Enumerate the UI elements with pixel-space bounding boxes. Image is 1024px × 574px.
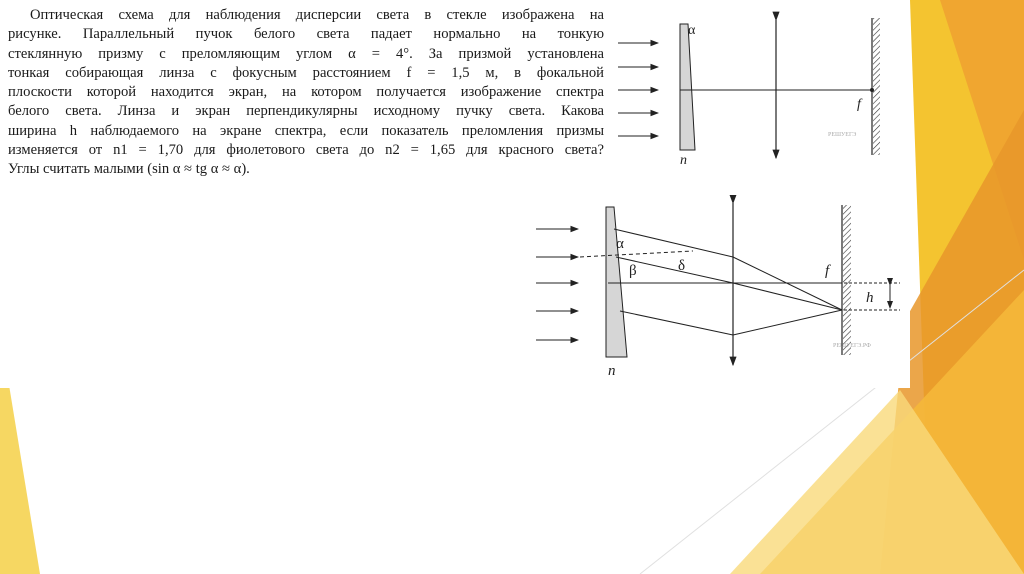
focal-point (870, 88, 874, 92)
label-f: f (825, 263, 830, 279)
label-n: n (680, 153, 687, 168)
normal-dashed (580, 251, 693, 257)
label-beta: β (629, 263, 637, 279)
watermark: РЕШУЕГЭ (828, 132, 857, 138)
problem-line: ширина h наблюдаемого на экране спектра, если показатель преломления призмы (8, 122, 604, 139)
screen (842, 205, 851, 355)
label-alpha: α (616, 236, 624, 252)
label-n: n (608, 363, 616, 379)
incident-rays (618, 43, 658, 136)
refracted-ray (614, 229, 733, 257)
problem-line: стеклянную призму с преломляющим углом α = 4°. За призмой установлена (8, 45, 604, 62)
refracted-ray (620, 311, 733, 335)
refracted-rays (614, 229, 842, 335)
problem-line: Оптическая схема для наблюдения дисперсии света в стекле изображена на (30, 7, 604, 23)
refracted-ray (733, 310, 842, 335)
incident-rays (536, 229, 578, 340)
screen (872, 18, 880, 155)
problem-line: плоскости которой находится экран, на котором получается изображение спектра (8, 84, 604, 101)
watermark: РЕШУЕГЭ.РФ (833, 343, 871, 349)
problem-line: белого света. Линза и экран перпендикулярны исходному пучку света. Какова (8, 103, 604, 120)
label-delta: δ (678, 258, 686, 274)
label-alpha: α (688, 23, 696, 38)
problem-line: тонкая собирающая линза с фокусным расстоянием f = 1,5 м, в фокальной (8, 64, 604, 81)
problem-text (8, 6, 604, 180)
optical-scheme-figure (610, 10, 910, 170)
prism (680, 24, 695, 150)
ray-diagram-figure (528, 195, 908, 385)
label-f: f (857, 97, 861, 112)
refracted-ray (733, 283, 842, 310)
problem-line: рисунке. Параллельный пучок белого света падает нормально на тонкую (8, 26, 604, 43)
label-h: h (866, 290, 874, 306)
problem-line: изменяется от n1 = 1,70 для фиолетового света до n2 = 1,65 для красного света? (8, 142, 604, 159)
problem-line: Углы считать малыми (sin α ≈ tg α ≈ α). (8, 161, 250, 178)
